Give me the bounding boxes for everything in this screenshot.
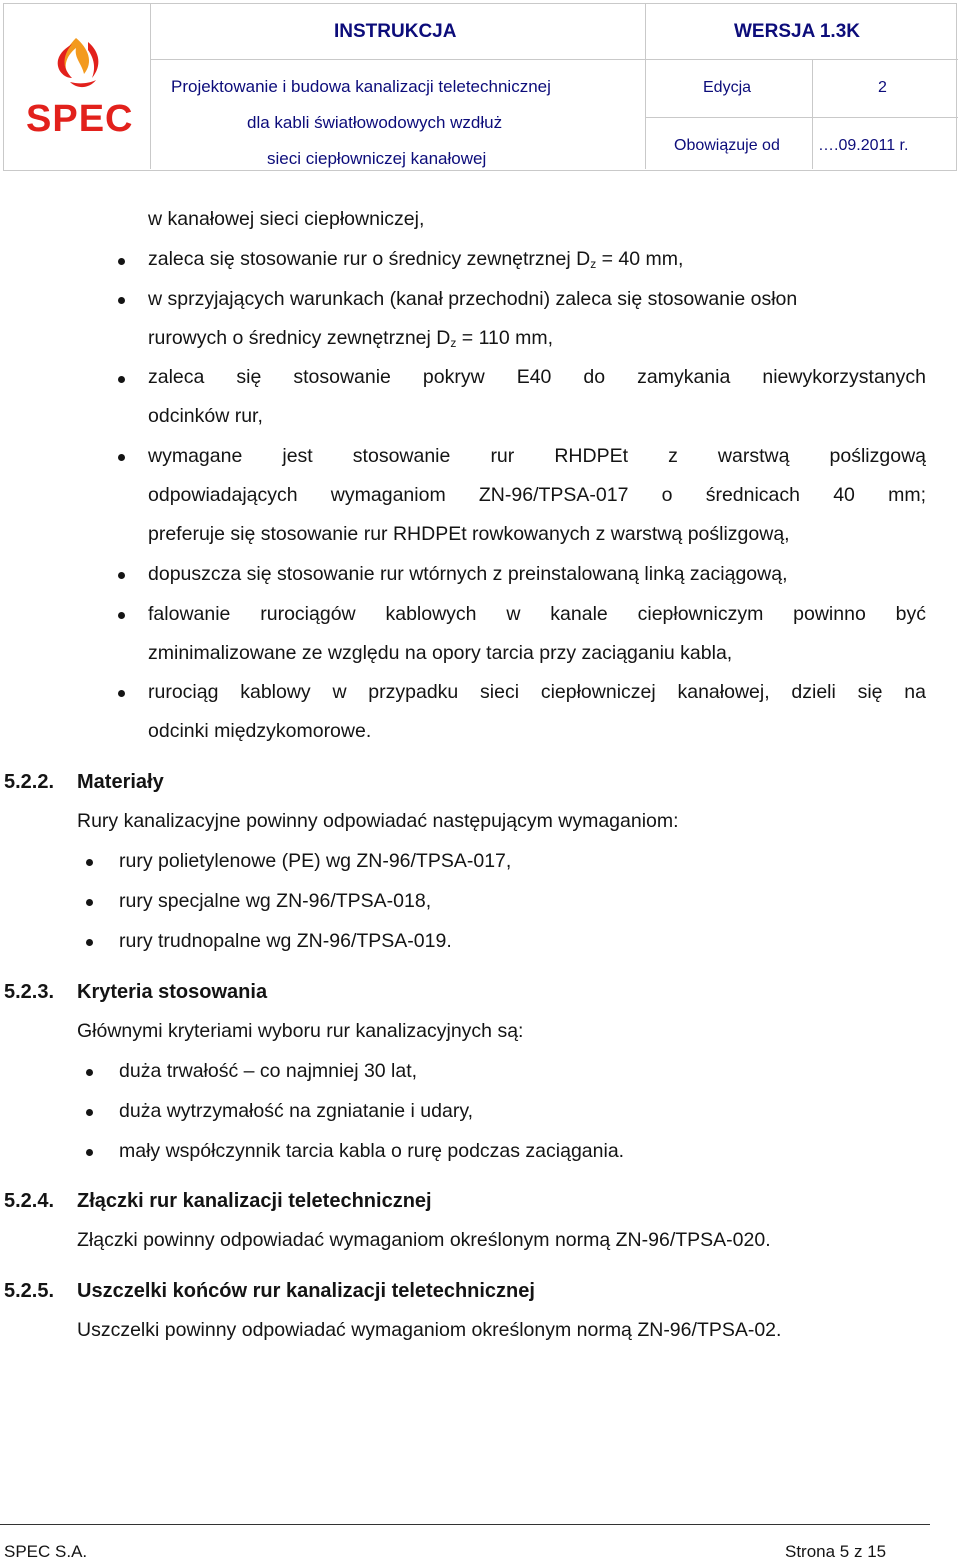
bullet-dot [86,1069,93,1076]
doc-type-cell [151,4,646,60]
list-item-7-line-2: odcinki międzykomorowe. [148,720,372,742]
list-item-2-line-1: w sprzyjających warunkach (kanał przechodni) zaleca się stosowanie osłon [148,288,798,310]
bullet-dot [118,690,125,697]
list-item: mały współczynnik tarcia kabla o rurę podczas zaciągania. [119,1140,625,1162]
list-item: duża trwałość – co najmniej 30 lat, [119,1060,418,1082]
list-item-7-line-1: rurociąg kablowy w przypadku sieci ciepłowniczej kanałowej, dzieli się na [148,681,926,703]
section-number: 5.2.5. [4,1280,55,1302]
list-item: rury trudnopalne wg ZN-96/TPSA-019. [119,930,452,952]
list-item: duża wytrzymałość na zgniatanie i udary, [119,1100,474,1122]
footer-page-number: Strona 5 z 15 [785,1542,887,1561]
list-item-3-line-2: odcinków rur, [148,405,263,427]
intro-line: w kanałowej sieci ciepłowniczej, [148,208,425,230]
bullet-dot [86,1109,93,1116]
doc-type: INSTRUKCJA [334,21,457,42]
document-header [3,3,957,171]
section-title: Kryteria stosowania [77,981,268,1003]
list-item: rury specjalne wg ZN-96/TPSA-018, [119,890,432,912]
logo-cell [4,4,151,169]
bullet-dot [118,297,125,304]
section-title: Materiały [77,771,164,793]
section-number: 5.2.4. [4,1190,55,1212]
version: WERSJA 1.3K [734,21,860,42]
list-item-6-line-2: zminimalizowane ze względu na opory tarcia przy zaciąganiu kabla, [148,642,733,664]
section-title: Złączki rur kanalizacji teletechnicznej [77,1190,432,1212]
bullet-dot [86,1149,93,1156]
list-item: rury polietylenowe (PE) wg ZN-96/TPSA-017, [119,850,512,872]
footer-divider [0,1524,930,1525]
title-line-3: sieci ciepłowniczej kanałowej [267,149,487,168]
bullet-dot [86,899,93,906]
section-number: 5.2.3. [4,981,55,1003]
bullet-dot [86,939,93,946]
bullet-dot [118,376,125,383]
list-item-4-line-3: preferuje się stosowanie rur RHDPEt rowkowanych z warstwą poślizgową, [148,523,790,545]
effective-row [646,118,958,169]
effective-label: Obowiązuje od [674,137,780,154]
title-line-1: Projektowanie i budowa kanalizacji teletechnicznej [171,77,551,96]
spec-flame-logo-icon [4,4,151,104]
section-text: Złączki powinny odpowiadać wymaganiom określonym normą ZN-96/TPSA-020. [77,1229,771,1251]
version-cell [646,4,958,60]
edition-row [646,60,958,118]
footer-company: SPEC S.A. [4,1542,88,1561]
bullet-dot [118,612,125,619]
title-cell [151,60,646,169]
list-item-3-line-1: zaleca się stosowanie pokryw E40 do zamykania niewykorzystanych [148,366,926,388]
list-item-5: dopuszcza się stosowanie rur wtórnych z preinstalowaną linką zaciągową, [148,563,788,585]
bullet-dot [118,454,125,461]
edition-value: 2 [878,79,887,96]
section-number: 5.2.2. [4,771,55,793]
bullet-dot [118,572,125,579]
effective-value: ….09.2011 r. [818,137,909,154]
bullet-dot [118,258,125,265]
list-item-4-line-2: odpowiadających wymaganiom ZN-96/TPSA-017 o średnicach 40 mm; [148,484,926,506]
bullet-dot [86,859,93,866]
title-line-2: dla kabli światłowodowych wzdłuż [247,113,503,132]
list-item-4-line-1: wymagane jest stosowanie rur RHDPEt z warstwą poślizgową [148,445,926,467]
list-item-6-line-1: falowanie rurociągów kablowych w kanale ciepłowniczym powinno być [148,603,926,625]
list-item-2-line-2: rurowych o średnicy zewnętrznej $D_z = 110$ mm, [148,327,554,350]
edition-label: Edycja [703,79,752,96]
logo-text: SPEC [26,98,134,140]
section-text: Uszczelki powinny odpowiadać wymaganiom określonym normą ZN-96/TPSA-02. [77,1319,782,1341]
section-title: Uszczelki końców rur kanalizacji teletechnicznej [77,1280,535,1302]
section-intro: Głównymi kryteriami wyboru rur kanalizacyjnych są: [77,1020,524,1042]
list-item-1: zaleca się stosowanie rur o średnicy zewnętrznej $D_z = 40$ mm, [148,248,684,271]
section-intro: Rury kanalizacyjne powinny odpowiadać następującym wymaganiom: [77,810,679,832]
header-divider [812,60,813,169]
